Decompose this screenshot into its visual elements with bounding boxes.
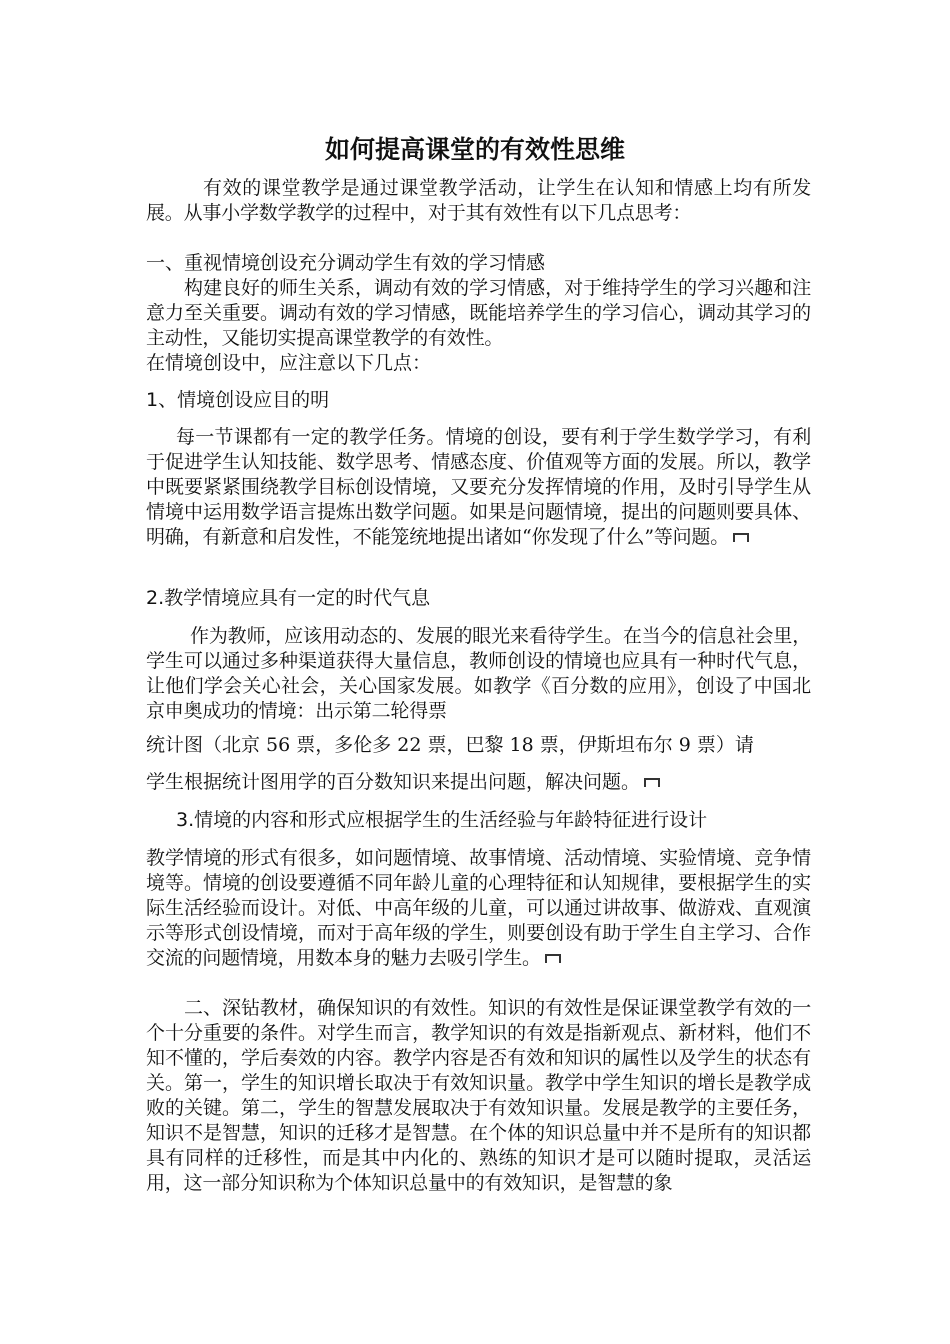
point3-heading: 3.情境的内容和形式应根据学生的生活经验与年龄特征进行设计 [176, 809, 708, 831]
point1-heading: 1、情境创设应目的明 [146, 389, 330, 411]
paragraph-mark-icon [644, 778, 660, 787]
point1-text: 每一节课都有一定的教学任务。情境的创设，要有利于学生数学学习，有利于促进学生认知技能、数学思考、情感态度、价值观等方面的发展。所以，教学中既要紧紧围绕教学目标创设情境，又要充分发挥情境的作用，及时引导学生从情境中运用数学语言提炼出数学问题。如果是问题情境，提出的问题则要具体、明确，有新意和启发性，不能笼统地提出诸如“你发现了什么”等问题。 [146, 426, 811, 548]
point2-paragraph-end [146, 770, 660, 795]
document-title: 如何提高课堂的有效性思维 [324, 135, 625, 164]
point3-text: 教学情境的形式有很多，如问题情境、故事情境、活动情境、实验情境、竞争情境等。情境的创设要遵循不同年龄儿童的心理特征和认知规律，要根据学生的实际生活经验而设计。对低、中高年级的儿童，可以通过讲故事、做游戏、直观演示等形式创设情境，而对于高年级的学生，则要创设有助于学生自主学习、合作交流的问题情境，用数本身的魅力去吸引学生。 [146, 847, 811, 969]
paragraph-mark-icon [733, 533, 749, 542]
point2-paragraph-cont: 统计图（北京 56 票，多伦多 22 票，巴黎 18 票，伊斯坦布尔 9 票）请 [146, 734, 754, 756]
intro-paragraph: 有效的课堂教学是通过课堂教学活动，让学生在认知和情感上均有所发展。从事小学数学教学的过程中，对于其有效性有以下几点思考： [146, 177, 811, 224]
section1-heading: 一、重视情境创设充分调动学生有效的学习情感 [146, 252, 546, 274]
paragraph-mark-icon [545, 954, 561, 963]
point2-paragraph: 作为教师，应该用动态的、发展的眼光来看待学生。在当今的信息社会里，学生可以通过多种渠道获得大量信息，教师创设的情境也应具有一种时代气息，让他们学会关心社会，关心国家发展。如教学《百分数的应用》，创设了中国北京申奥成功的情境：出示第二轮得票 [146, 625, 811, 722]
point2-heading: 2.教学情境应具有一定的时代气息 [146, 587, 431, 609]
section1-paragraph: 构建良好的师生关系，调动有效的学习情感，对于维持学生的学习兴趣和注意力至关重要。调动有效的学习情感，既能培养学生的学习信心，调动其学习的主动性，又能切实提高课堂教学的有效性。 [146, 277, 811, 349]
section2-paragraph: 二、深钻教材，确保知识的有效性。知识的有效性是保证课堂教学有效的一个十分重要的条件。对学生而言，教学知识的有效是指新观点、新材料，他们不知不懂的，学后奏效的内容。教学内容是否有效和知识的属性以及学生的状态有关。第一，学生的知识增长取决于有效知识量。教学中学生知识的增长是教学成败的关键。第二，学生的智慧发展取决于有效知识量。发展是教学的主要任务，知识不是智慧，知识的迁移才是智慧。在个体的知识总量中并不是所有的知识都具有同样的迁移性，而是其中内化的、熟练的知识才是可以随时提取，灵活运用，这一部分知识称为个体知识总量中的有效知识，是智慧的象 [146, 997, 811, 1194]
point2-end-text: 学生根据统计图用学的百分数知识来提出问题，解决问题。 [146, 771, 641, 793]
point3-paragraph [146, 846, 811, 971]
point1-paragraph [146, 425, 811, 550]
section1-note: 在情境创设中，应注意以下几点： [146, 352, 432, 374]
